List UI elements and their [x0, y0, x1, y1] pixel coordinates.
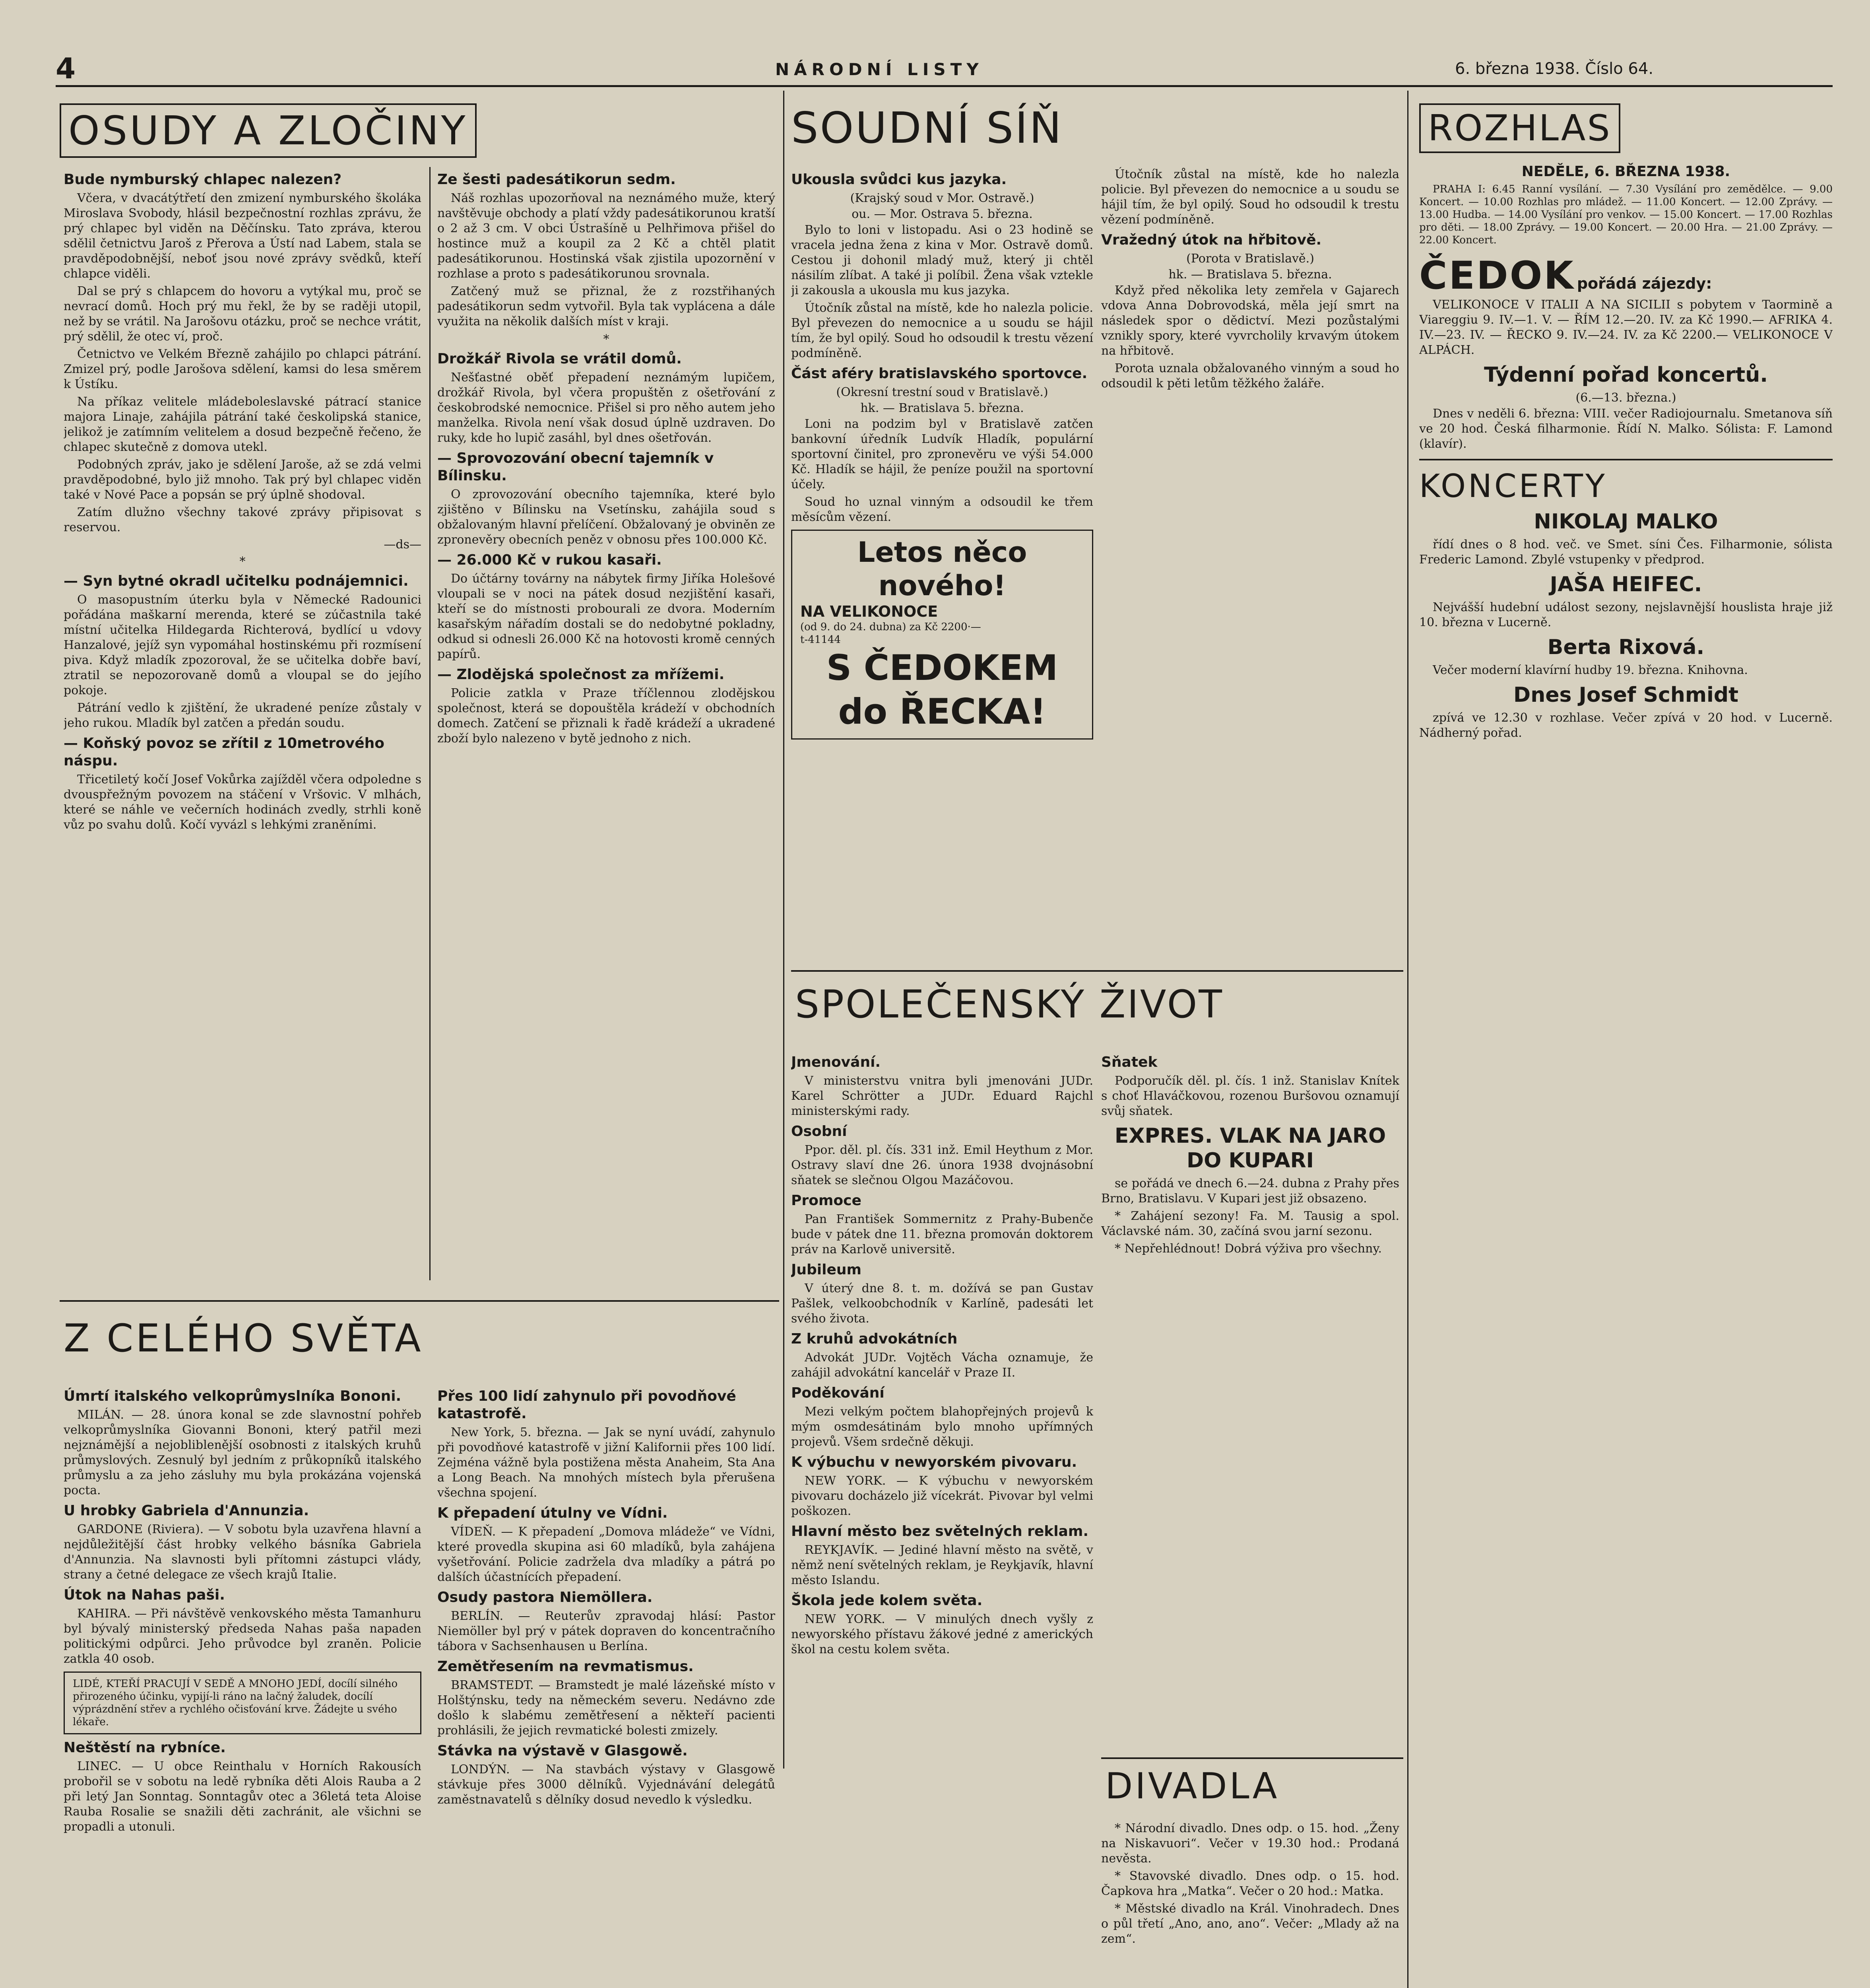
- ad-code: t-41144: [800, 634, 841, 646]
- section-title-svet: Z CELÉHO SVĚTA: [64, 1316, 423, 1361]
- article-text: Porota uznala obžalovaného vinným a soud ho odsoudil k pěti letům těžkého žaláře.: [1101, 361, 1399, 390]
- article-headline: Osudy pastora Niemöllera.: [437, 1589, 653, 1606]
- article-headline: — Syn bytné okradl učitelku podnájemnici.: [64, 573, 409, 589]
- radio-program: PRAHA I: 6.45 Ranní vysílání. — 7.30 Vysílání pro zemědělce. — 9.00 Koncert. — 10.00 Rozhlas pro mládež. — 11.00 Koncert. — 12.00 Zprávy. — 13.00 Hudba. — 14.00 Vysílání pro venkov. — 15.00 Koncert. — 17.00 Rozhlas pro děti. — 18.00 Zprávy. — 19.00 Koncert. — 20.00 Hra. — 21.00 Zprávy. — 22.00 Koncert.: [1419, 183, 1833, 246]
- article-text: * Městské divadlo na Král. Vinohradech. Dnes o půl třetí „Ano, ano, ano“. Večer: „Mlady až na zem“.: [1101, 1902, 1399, 1946]
- court-name: (Okresní trestní soud v Bratislavě.): [836, 385, 1048, 399]
- article-text: V ministerstvu vnitra byli jmenováni JUDr. Karel Schrötter a JUDr. Eduard Rajchl ministerskými rady.: [791, 1074, 1093, 1118]
- section-title-osudy: OSUDY A ZLOČINY: [60, 103, 477, 158]
- court-name: (Porota v Bratislavě.): [1186, 252, 1314, 266]
- article-signature: —ds—: [384, 538, 421, 551]
- ad-headline: Letos něco nového!: [857, 536, 1027, 602]
- article-text: LINEC. — U obce Reinthalu v Horních Rakousích probořil se v sobotu na ledě rybníka děti Alois Rauba a 2 při letý Jan Sonntag. Sonntagův otec a 36letá teta Aloise Rauba Rosalie se snažili děti zachránit, ale všichni se propadli a utonuli.: [64, 1759, 421, 1834]
- separator: *: [239, 555, 246, 569]
- article-text: V úterý dne 8. t. m. dožívá se pan Gustav Pašlek, velkoobchodník v Karlíně, padesáti let svého života.: [791, 1281, 1093, 1326]
- article-headline: Z kruhů advokátních: [791, 1331, 958, 1347]
- article-text: REYKJAVÍK. — Jediné hlavní město na světě, v němž není světelných reklam, je Reykjavík, hlavní město Islandu.: [791, 1543, 1093, 1587]
- section-title-soudni: SOUDNÍ SÍŇ: [791, 103, 1063, 153]
- article-text: NEW YORK. — V minulých dnech vyšly z newyorského přístavu žákové jedné z amerických škol na cestu kolem světa.: [791, 1612, 1093, 1656]
- dateline: hk. — Bratislava 5. března.: [860, 401, 1024, 415]
- concert-artist: Dnes Josef Schmidt: [1513, 683, 1738, 707]
- cedok-offers: VELIKONOCE V ITALII A NA SICILII s pobytem v Taormině a Viareggiu 9. IV.—1. V. — ŘÍM 12.—20. IV. za Kč 1990.— AFRIKA 4. IV.—23. IV. — ŘECKO 9. IV.—24. IV. za Kč 2200.— VELIKONOCE V ALPÁCH.: [1419, 298, 1833, 357]
- article-headline: — 26.000 Kč v rukou kasaři.: [437, 552, 662, 568]
- article-text: * Nepřehlédnout! Dobrá výživa pro všechny.: [1115, 1242, 1382, 1256]
- ad-slogan: S ČEDOKEM do ŘECKA!: [826, 647, 1058, 732]
- article-text: * Zahájení sezony! Fa. M. Tausig a spol. Václavské nám. 30, začíná svou jarní sezonu.: [1101, 1209, 1399, 1238]
- soudni-left-column: [791, 167, 1093, 1066]
- section-rule: [1419, 459, 1833, 460]
- article-headline: Hlavní město bez světelných reklam.: [791, 1523, 1089, 1540]
- article-text: GARDONE (Riviera). — V sobotu byla uzavřena hlavní a nejdůležitější část hrobky velkého básníka Gabriela d'Annunzia. Na slavnosti byli přítomni zástupci vlády, strany a četné delegace ze všech krajů Italie.: [64, 1522, 421, 1582]
- article-text: O masopustním úterku byla v Německé Radounici pořádána maškarní merenda, které se zúčastnila také místní učitelka Hildegarda Richterová, bydlící u vdovy Hanzalové, jejíž syn vypomáhal hostinskému při rozmísení piva. Když mladík zpozoroval, že se učitelka dobře baví, ztratil se nepozorovaně domů a vloupal se do jejího pokoje.: [64, 593, 421, 697]
- article-text: BRAMSTEDT. — Bramstedt je malé lázeňské místo v Holštýnsku, tedy na německém severu. Nedávno zde došlo k slabému zemětřesení a někteří pacienti prohlásili, že jejich revmatické bolesti zmizely.: [437, 1678, 775, 1738]
- article-headline: Zemětřesením na revmatismus.: [437, 1658, 694, 1675]
- concert-date-range: (6.—13. března.): [1575, 391, 1676, 405]
- article-text: * Národní divadlo. Dnes odp. o 15. hod. „Ženy na Niskavuori“. Večer v 19.30 hod.: Prodaná nevěsta.: [1101, 1821, 1399, 1866]
- osudy-right-column: [437, 167, 775, 1300]
- section-title-divadla: DIVADLA: [1105, 1765, 1280, 1807]
- article-headline: Sňatek: [1101, 1054, 1158, 1070]
- article-text: Když před několika lety zemřela v Gajarech vdova Anna Dobrovodská, měla její smrt na následek spor o dědictví. Mezi pozůstalými vznikly spory, které vyvrcholily krvavým útokem na hřbitově.: [1101, 283, 1399, 358]
- dateline: ou. — Mor. Ostrava 5. března.: [852, 207, 1033, 221]
- section-title-rozhlas: ROZHLAS: [1419, 103, 1620, 153]
- article-text: New York, 5. března. — Jak se nyní uvádí, zahynulo při povodňové katastrofě v jižní Kalifornii přes 100 lidí. Zejména vážně byla postižena města Anaheim, Sta Ana a Long Beach. Na mnohých místech byla přerušena všechna spojení.: [437, 1425, 775, 1500]
- article-headline: — Zlodějská společnost za mřížemi.: [437, 666, 725, 683]
- article-text: VÍDEŇ. — K přepadení „Domova mládeže“ ve Vídni, které provedla skupina asi 60 mladíků, byla zahájena vyšetřování. Policie zadržela dva mladíky a pátrá po dalších účastnících přepadení.: [437, 1525, 775, 1584]
- rozhlas-column: [1419, 159, 1833, 1988]
- article-headline: Část aféry bratislavského sportovce.: [791, 365, 1088, 382]
- article-text: Mezi velkým počtem blahopřejných projevů k mým osmdesátinám bylo mnoho upřímných projevů. Všem srdečně děkuji.: [791, 1405, 1093, 1449]
- article-text: Advokát JUDr. Vojtěch Vácha oznamuje, že zahájil advokátní kancelář v Praze II.: [791, 1351, 1093, 1380]
- article-headline: Jubileum: [791, 1262, 862, 1278]
- advertisement: LIDÉ, KTEŘÍ PRACUJÍ V SEDĚ A MNOHO JEDÍ, docílí silného přirozeného účinku, vypijí-li ráno na lačný žaludek, docílí výprázdnění střev a rychlého očisťování krve. Žádejte u svého lékaře.: [64, 1672, 421, 1734]
- article-headline: Ze šesti padesátikorun sedm.: [437, 171, 676, 188]
- article-text: Náš rozhlas upozorňoval na neznámého muže, který navštěvuje obchody a platí vždy padesátikorunou kratší o 2 až 3 cm. V obci Ústrašíně u Pelhřimova přišel do hostince muž a koupil za 2 Kč a chtěl platit padesátikorunou. Hostinská však zjistila upozornění v rozhlase a proto s padesátikorunou srovnala.: [437, 191, 775, 281]
- concert-artist: NIKOLAJ MALKO: [1534, 510, 1718, 534]
- article-text: Pan František Sommernitz z Prahy-Bubenče bude v pátek dne 11. března promován doktorem práv na Karlově universitě.: [791, 1212, 1093, 1256]
- ad-text: NA VELIKONOCE: [800, 603, 938, 620]
- article-headline: K výbuchu v newyorském pivovaru.: [791, 1454, 1077, 1470]
- ad-text: (od 9. do 24. dubna) za Kč 2200·—: [800, 621, 981, 633]
- cedok-block: [1419, 254, 1833, 297]
- article-headline: Poděkování: [791, 1385, 885, 1401]
- concert-section-headline: Týdenní pořad koncertů.: [1484, 363, 1768, 387]
- dateline: hk. — Bratislava 5. března.: [1168, 268, 1332, 282]
- article-headline: Ukousla svůdci kus jazyka.: [791, 171, 1007, 188]
- article-headline: Bude nymburský chlapec nalezen?: [64, 171, 342, 188]
- article-headline: — Sprovozování obecní tajemník v Bílinsku.: [437, 450, 714, 484]
- soudni-right-column: [1101, 167, 1399, 1066]
- header-rule: [56, 85, 1833, 87]
- separator: *: [603, 332, 609, 346]
- article-headline: Vražedný útok na hřbitově.: [1101, 232, 1322, 248]
- article-text: se pořádá ve dnech 6.—24. dubna z Prahy přes Brno, Bratislavu. V Kupari jest již obsazeno.: [1101, 1176, 1399, 1206]
- concert-text: Nejvášší hudební událost sezony, nejslavnější houslista hraje již 10. března v Lucerně.: [1419, 600, 1833, 629]
- article-text: Útočník zůstal na místě, kde ho nalezla policie. Byl převezen do nemocnice a u soudu se hájil tím, že byl opilý. Soud ho odsoudil k trestu vězení podmíněně.: [1101, 167, 1399, 227]
- concert-artist: Berta Rixová.: [1547, 635, 1705, 659]
- osudy-left-column: [64, 167, 421, 1300]
- article-text: Do účtárny továrny na nábytek firmy Jiříka Holešové vloupali se v noci na pátek dosud nezjištění kasaři, kteří se do místnosti probourali ze dvora. Moderním kasařským nářadím dostali se do nedobytné pokladny, odkud si odnesli 26.000 Kč na hotovosti kromě cenných papírů.: [437, 572, 775, 661]
- article-text: Soud ho uznal vinným a odsoudil ke třem měsícům vězení.: [791, 495, 1093, 524]
- article-text: Útočník zůstal na místě, kde ho nalezla policie. Byl převezen do nemocnice a u soudu se hájil tím, že byl opilý. Soud ho odsoudil k trestu vězení podmíněně.: [791, 301, 1093, 360]
- article-headline: Osobní: [791, 1123, 847, 1140]
- section-rule: [60, 1300, 779, 1302]
- article-text: Četnictvo ve Velkém Březně zahájilo po chlapci pátrání. Zmizel prý, podle Jarošova sdělení, kamsi do lesa směrem k Ústíku.: [64, 347, 421, 391]
- article-text: Pátrání vedlo k zjištění, že ukradené peníze zůstaly v jeho rukou. Mladík byl zatčen a předán soudu.: [64, 701, 421, 730]
- article-text: * Stavovské divadlo. Dnes odp. o 15. hod. Čapkova hra „Matka“. Večer o 20 hod.: Matka.: [1101, 1869, 1399, 1898]
- program-date: NEDĚLE, 6. BŘEZNA 1938.: [1521, 163, 1730, 180]
- article-headline: — Koňský povoz se zřítil z 10metrového náspu.: [64, 735, 385, 769]
- section-title-spolecensky: SPOLEČENSKÝ ŽIVOT: [795, 982, 1224, 1027]
- article-headline: Promoce: [791, 1192, 861, 1209]
- article-text: Bylo to loni v listopadu. Asi o 23 hodině se vracela jedna žena z kina v Mor. Ostravě domů. Cestou ji dohonil mladý muž, který ji chtěl násilím zlíbat. A také ji políbil. Žena však vztekle ji zakousla a ukousla mu kus jazyka.: [791, 223, 1093, 297]
- article-text: Zatím dlužno všechny takové zprávy připisovat s reservou.: [64, 505, 421, 534]
- article-headline: U hrobky Gabriela d'Annunzia.: [64, 1503, 309, 1519]
- page-number: 4: [56, 52, 76, 85]
- column-divider: [783, 91, 784, 1769]
- article-text: Loni na podzim byl v Bratislavě zatčen bankovní úředník Ludvík Hladík, populární sportovní činitel, pro zpronevěru ve výši 54.000 Kč. Hladík se hájil, že peníze použil na sportovní účely.: [791, 417, 1093, 491]
- article-headline: Škola jede kolem světa.: [791, 1592, 983, 1609]
- article-headline: EXPRES. VLAK NA JARO DO KUPARI: [1114, 1124, 1386, 1173]
- spolecensky-left-column: [791, 1050, 1093, 1988]
- article-headline: Jmenování.: [791, 1054, 881, 1070]
- article-headline: Přes 100 lidí zahynulo při povodňové katastrofě.: [437, 1388, 736, 1422]
- article-headline: Úmrtí italského velkoprůmyslníka Bononi.: [64, 1388, 402, 1404]
- article-text: Podporučík děl. pl. čís. 1 inž. Stanislav Knítek s choť Hlaváčkovou, rozenou Buršovou oznamují svůj sňatek.: [1101, 1074, 1399, 1118]
- article-text: MILÁN. — 28. února konal se zde slavnostní pohřeb velkoprůmyslníka Giovanni Bononi, který patřil mezi nejznámější a nejobliblenější osobnosti z italských kruhů průmyslových. Zesnulý byl jedním z průkopníků italského průmyslu a za jeho zásluhy mu byla prokázána vojenská pocta.: [64, 1408, 421, 1497]
- concert-artist: JAŠA HEIFEC.: [1550, 573, 1702, 596]
- article-text: Policie zatkla v Praze tříčlennou zlodějskou společnost, která se dopouštěla krádeží v obchodních domech. Zatčení se přiznali k řadě krádeží a ukradené zboží bylo nalezeno v bytě jednoho z nich.: [437, 686, 775, 746]
- column-divider: [1407, 91, 1408, 1988]
- concert-text: řídí dnes o 8 hod. več. ve Smet. síni Čes. Filharmonie, sólista Frederic Lamond. Zbylé vstupenky v předprod.: [1419, 538, 1833, 567]
- article-text: Na příkaz velitele mládeboleslavské pátrací stanice majora Linaje, zahájila pátrání také českolipská stanice, jelikož je zatímním velitelem a dosud bezpečně řečeno, že chlapec skutečně z domova utekl.: [64, 395, 421, 454]
- concert-listing: Dnes v neděli 6. března: VIII. večer Radiojournalu. Smetanova síň ve 20 hod. Česká filharmonie. Řídí N. Malko. Sólista: F. Lamond (klavír).: [1419, 407, 1833, 451]
- section-rule: [791, 970, 1403, 972]
- svet-left-column: [64, 1384, 421, 1988]
- section-title-koncerty: KONCERTY: [1419, 468, 1607, 505]
- section-rule: [1101, 1757, 1403, 1759]
- article-headline: Útok na Nahas paši.: [64, 1587, 225, 1603]
- cedok-subtitle: pořádá zájezdy:: [1577, 275, 1712, 292]
- article-text: Zatčený muž se přiznal, že z rozstřihaných padesátikorun sedm vytvořil. Byla tak vyplácena a dále využita na několik dalších míst v kraji.: [437, 284, 775, 328]
- article-text: Dal se prý s chlapcem do hovoru a vytýkal mu, proč se nevrací domů. Hoch prý mu řekl, že by se raději utopil, než by se vrátil. Na Jarošovu otázku, proč se nechce vrátit, prý sdělil, že otec ví, proč.: [64, 284, 421, 344]
- article-text: Včera, v dvacátýtřetí den zmizení nymburského školáka Miroslava Svobody, hlásil bezpečnostní rozhlas zprávu, že prý chlapec byl viděn na Děčínsku. Tato zpráva, kterou sdělil četnictvu Jaroš z Přerova a Ústí nad Labem, stala se pravděpodobnější, neboť jsou nové zprávy svědků, kteří chlapce viděli.: [64, 191, 421, 281]
- article-text: Nešťastné oběť přepadení neznámým lupičem, drožkář Rivola, byl včera propuštěn z ošetřování z českobrodské nemocnice. Přišel si pro něho autem jeho manželka. Rivola není však dosud úplně uzdraven. Do ruky, kde ho lupič zasáhl, byl dnes ošetřován.: [437, 371, 775, 445]
- article-text: Ppor. děl. pl. čís. 331 inž. Emil Heythum z Mor. Ostravy slaví dne 26. února 1938 dvojnásobní sňatek se slečnou Olgou Mazáčovou.: [791, 1143, 1093, 1187]
- cedok-logo: ČEDOK: [1419, 253, 1575, 298]
- article-text: KAHIRA. — Při návštěvě venkovského města Tamanhuru byl bývalý ministerský předseda Nahas paša napaden politickými odpůrci. Jeho průvodce byl zraněn. Policie zatkla 40 osob.: [64, 1607, 421, 1666]
- article-headline: Neštěstí na rybníce.: [64, 1740, 226, 1756]
- issue-date: 6. března 1938. Číslo 64.: [1455, 60, 1654, 78]
- court-name: (Krajský soud v Mor. Ostravě.): [850, 191, 1034, 205]
- article-headline: Drožkář Rivola se vrátil domů.: [437, 351, 682, 367]
- article-text: O zprovozování obecního tajemníka, které bylo zjištěno v Bílinsku na Vsetínsku, zahájila soud s obžalovaným hlavní přelíčení. Obžalovaný je obviněn ze zpronevěry obecních peněz v obnosu přes 100.000 Kč.: [437, 487, 775, 547]
- column-divider: [429, 167, 431, 1280]
- article-text: NEW YORK. — K výbuchu v newyorském pivovaru docházelo již vícekrát. Pivovar byl velmi poškozen.: [791, 1474, 1093, 1518]
- divadla-column: [1101, 1821, 1399, 1988]
- article-text: Podobných zpráv, jako je sdělení Jaroše, až se zdá velmi pravděpodobné, bylo již mnoho. Tak prý byl chlapec viděn také v Nové Pace a popsán se prý úplně shodoval.: [64, 458, 421, 502]
- concert-text: zpívá ve 12.30 v rozhlase. Večer zpívá v 20 hod. v Lucerně. Nádherný pořad.: [1419, 711, 1833, 740]
- article-headline: Stávka na výstavě v Glasgowě.: [437, 1743, 688, 1759]
- cedok-advertisement: [791, 530, 1093, 740]
- masthead: NÁRODNÍ LISTY: [775, 60, 983, 79]
- spolecensky-right-column: [1101, 1050, 1399, 1757]
- article-text: BERLÍN. — Reuterův zpravodaj hlásí: Pastor Niemöller byl prý v pátek dopraven do koncentračního tábora v Sachsenhausen u Berlína.: [437, 1609, 775, 1653]
- svet-right-column: [437, 1384, 775, 1988]
- concert-text: Večer moderní klavírní hudby 19. března. Knihovna.: [1433, 663, 1748, 677]
- article-headline: K přepadení útulny ve Vídni.: [437, 1505, 668, 1521]
- article-text: LONDÝN. — Na stavbách výstavy v Glasgowě stávkuje přes 3000 dělníků. Vyjednávání delegátů zaměstnavatelů s dělníky dosud nevedlo k výsledku.: [437, 1763, 775, 1807]
- article-text: Třicetiletý kočí Josef Vokůrka zajížděl včera odpoledne s dvouspřežným povozem na stáčení v Vršovic. V mlhách, které se náhle ve večerních hodinách zvedly, strhli koně vůz po svahu dolů. Kočí vyvázl s lehkými zraněními.: [64, 773, 421, 832]
